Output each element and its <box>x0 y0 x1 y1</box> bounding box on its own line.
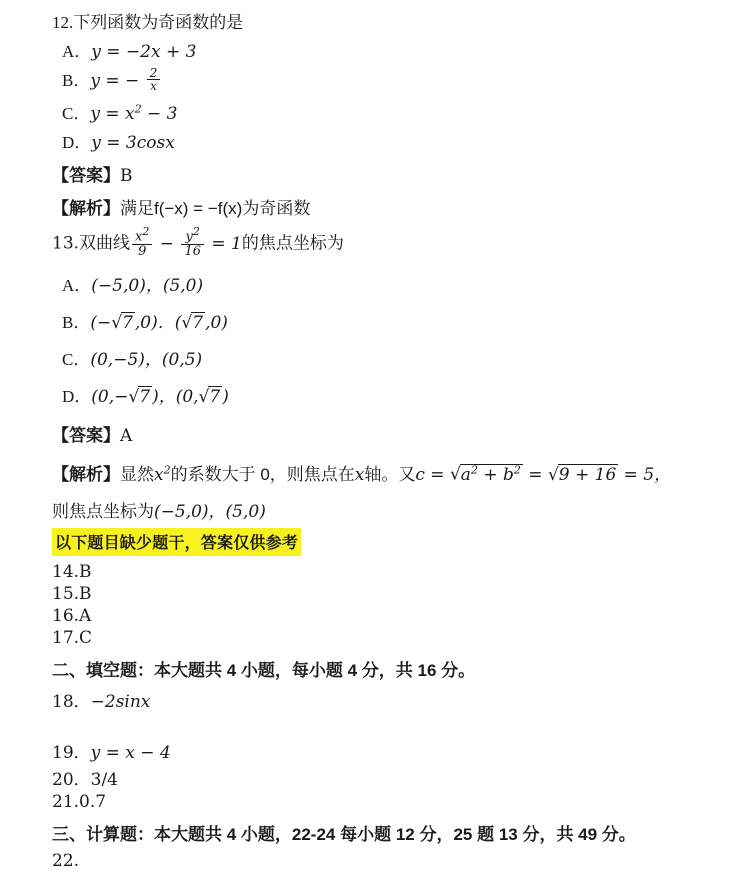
question-12-answer <box>52 161 712 186</box>
option-c-expression: (0,−5)，(0,5) <box>90 350 203 371</box>
answer-label: 【答案】 <box>52 426 120 446</box>
question-13-answer <box>52 421 712 446</box>
fill-answer-21 <box>52 792 712 812</box>
fill-answer-19 <box>52 738 712 763</box>
question-13-stem <box>52 227 712 261</box>
option-label-d: D． <box>62 387 92 407</box>
question-12-analysis <box>52 194 712 219</box>
option-label-a: A． <box>62 276 92 296</box>
section-2-desc: 本大题共 4 小题，每小题 4 分，共 16 分。 <box>154 661 476 681</box>
question-12-option-d <box>62 128 712 153</box>
option-label-b: B． <box>62 313 91 333</box>
sqrt-a2-b2: $√a^2 + b^2$ <box>449 463 521 486</box>
option-label-c: C． <box>62 350 91 370</box>
highlight-note-row <box>52 528 712 556</box>
answer-item-16: 16.A <box>52 606 92 627</box>
section-2-colon: ： <box>137 661 154 681</box>
fill-answer-18-value: −2sinx <box>90 692 151 713</box>
section-3-heading <box>52 820 712 845</box>
question-13-stem-suffix: 的焦点坐标为 <box>241 233 344 253</box>
answer-item-17: 17.C <box>52 628 93 649</box>
question-13-analysis-line-2: 则焦点坐标为(−5,0)，(5,0) <box>52 502 266 523</box>
option-label-a: A． <box>62 42 92 61</box>
question-12-option-b <box>62 66 712 95</box>
blank-spacer <box>52 714 712 736</box>
question-12-option-a <box>62 37 712 62</box>
question-13-stem-cn: 双曲线 <box>79 233 131 253</box>
analysis-text-part-2: 则焦点坐标为 <box>52 502 154 522</box>
analysis-text: 满足f(−x) = −f(x)为奇函数 <box>120 199 311 219</box>
option-a-expression: y = −2x + 3 <box>91 42 197 62</box>
highlight-note: 以下题目缺少题干，答案仅供参考 <box>52 528 301 556</box>
option-c-expression: $y = x^2 - 3$ <box>90 102 178 125</box>
answer-value: A <box>120 426 133 447</box>
option-label-b: B． <box>62 71 91 90</box>
section-2-title: 二、填空题 <box>52 661 137 681</box>
question-13-number: 13. <box>52 233 80 254</box>
option-a-expression: (−5,0)，(5,0) <box>91 276 204 297</box>
fill-answer-20-value: 3/4 <box>90 770 118 791</box>
document-content <box>52 8 712 873</box>
question-13-option-b <box>62 308 712 333</box>
option-d-expression: y = 3cosx <box>91 133 175 154</box>
analysis-text-part-1: 显然 <box>120 465 154 485</box>
section-3-title: 三、计算题 <box>52 825 137 845</box>
question-13-option-a <box>62 271 712 296</box>
answer-item-15: 15.B <box>52 584 92 605</box>
analysis-label: 【解析】 <box>52 465 120 485</box>
question-13-formula: $\frac{x^2}{9}$ − $\frac{y^2}{16}$ = 1 <box>130 234 242 254</box>
sqrt-9-16: √9 + 16 <box>547 465 617 486</box>
fill-answer-21-value: 0.7 <box>79 792 107 813</box>
option-b-expression: y = − $\frac{2}{x}$ <box>90 71 162 91</box>
option-d-expression: (0,−√7 )，(0,√7 ) <box>91 387 229 408</box>
fill-answer-18 <box>52 687 712 712</box>
fill-answer-20-number: 20． <box>52 770 91 791</box>
question-13-option-d <box>62 382 712 407</box>
section-3-desc: 本大题共 4 小题，22-24 每小题 12 分，25 题 13 分，共 49 分。 <box>154 825 636 845</box>
question-13-analysis-line-1: 【解析】显然$x^2$的系数大于 0，则焦点在x轴。又$c = √a^2 + b^2 = √9 + 16 = 5$， <box>52 463 672 486</box>
question-12-option-c <box>62 99 712 124</box>
fill-answer-19-value: y = x − 4 <box>90 743 171 764</box>
section-2-heading <box>52 656 712 681</box>
fill-answer-19-number: 19． <box>52 743 91 764</box>
answer-label: 【答案】 <box>52 166 120 186</box>
fill-answer-20 <box>52 765 712 790</box>
question-13-option-c <box>62 345 712 370</box>
item-22: 22. <box>52 851 80 872</box>
fill-answer-18-number: 18． <box>52 692 91 713</box>
fill-answer-21-number: 21. <box>52 792 80 813</box>
answer-item-14: 14.B <box>52 562 92 583</box>
question-12-stem: 12.下列函数为奇函数的是 <box>52 13 244 32</box>
answer-value: B <box>120 166 133 187</box>
analysis-label: 【解析】 <box>52 199 120 219</box>
option-b-expression: (−√7 ,0)．(√7 ,0) <box>90 313 228 334</box>
section-3-colon: ： <box>137 825 154 845</box>
option-label-c: C． <box>62 104 91 124</box>
option-label-d: D． <box>62 133 92 153</box>
